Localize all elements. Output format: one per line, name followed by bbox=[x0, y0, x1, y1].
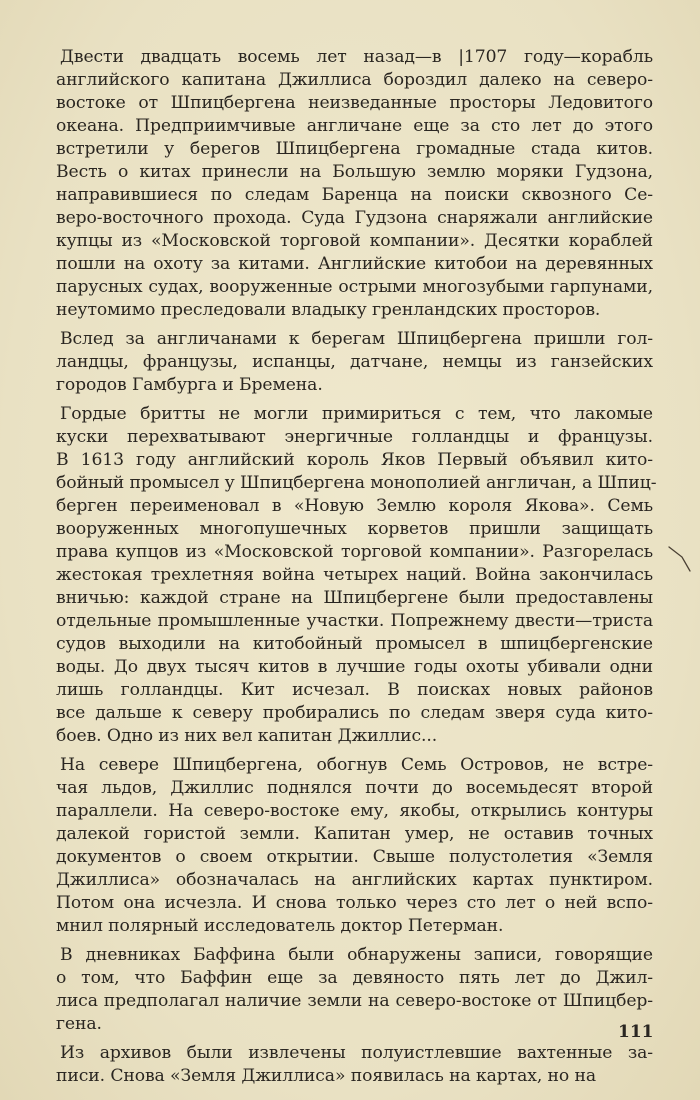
text-line: мнил полярный исследователь доктор Петерман. bbox=[56, 916, 504, 936]
text-line: Джиллиса» обозначалась на английских картах пунктиром. bbox=[56, 870, 653, 890]
text-line: куски перехватывают энергичные голландцы и французы. bbox=[56, 427, 653, 447]
text-line: ландцы, французы, испанцы, датчане, немцы из ганзейских bbox=[56, 352, 653, 372]
text-line: Двести двадцать восемь лет назад—в |1707 году—корабль bbox=[60, 47, 653, 67]
paragraph bbox=[56, 46, 653, 322]
text-line: Из архивов были извлечены полуистлевшие вахтенные за- bbox=[60, 1043, 653, 1063]
text-line: берген переименовал в «Новую Землю короля Якова». Семь bbox=[56, 496, 653, 516]
text-line: воды. До двух тысяч китов в лучшие годы охоты убивали одни bbox=[56, 657, 653, 677]
text-line: пошли на охоту за китами. Английские китобои на деревянных bbox=[56, 254, 653, 274]
text-line: вничью: каждой стране на Шпицбергене были предоставлены bbox=[56, 588, 653, 608]
text-line: писи. Снова «Земля Джиллиса» появилась на картах, но на bbox=[56, 1066, 597, 1086]
text-line: английского капитана Джиллиса бороздил далеко на северо- bbox=[56, 70, 653, 90]
text-line: В 1613 году английский король Яков Первый объявил кито- bbox=[56, 450, 653, 470]
text-line: веро-восточного прохода. Суда Гудзона снаряжали английские bbox=[56, 208, 653, 228]
body-text bbox=[56, 46, 657, 1094]
text-line: чая льдов, Джиллис поднялся почти до восемьдесят второй bbox=[56, 778, 653, 798]
text-line: городов Гамбурга и Бремена. bbox=[56, 375, 323, 395]
text-line: права купцов из «Московской торговой компании». Разгорелась bbox=[56, 542, 653, 562]
text-line: вооруженных многопушечных корветов пришли защищать bbox=[56, 519, 653, 539]
text-line: океана. Предприимчивые англичане еще за сто лет до этого bbox=[56, 116, 653, 136]
text-line: параллели. На северо-востоке ему, якобы, открылись контуры bbox=[56, 801, 653, 821]
paragraph bbox=[56, 754, 653, 938]
paragraph bbox=[56, 403, 657, 748]
text-line: направившиеся по следам Баренца на поиски сквозного Се- bbox=[56, 185, 653, 205]
paragraph bbox=[56, 328, 653, 397]
text-line: жестокая трехлетняя война четырех наций. Война закончилась bbox=[56, 565, 653, 585]
text-line: лиса предполагал наличие земли на северо-востоке от Шпицбер- bbox=[56, 991, 653, 1011]
page-number: 111 bbox=[618, 1022, 654, 1042]
text-line: отдельные промышленные участки. Попрежнему двести—триста bbox=[56, 611, 653, 631]
text-line: далекой гористой земли. Капитан умер, не оставив точных bbox=[56, 824, 653, 844]
text-line: неутомимо преследовали владыку гренландских просторов. bbox=[56, 300, 601, 320]
text-line: Потом она исчезла. И снова только через сто лет о ней вспо- bbox=[56, 893, 653, 913]
text-line: В дневниках Баффина были обнаружены записи, говорящие bbox=[60, 945, 653, 965]
text-line: На севере Шпицбергена, обогнув Семь Островов, не встре- bbox=[60, 755, 653, 775]
text-line: документов о своем открытии. Свыше полустолетия «Земля bbox=[56, 847, 653, 867]
text-line: Весть о китах принесли на Большую землю моряки Гудзона, bbox=[56, 162, 653, 182]
text-line: востоке от Шпицбергена неизведанные просторы Ледовитого bbox=[56, 93, 653, 113]
paragraph bbox=[56, 944, 653, 1036]
text-line: парусных судах, вооруженные острыми многозубыми гарпунами, bbox=[56, 277, 653, 297]
text-line: гена. bbox=[56, 1014, 102, 1034]
text-line: купцы из «Московской торговой компании». Десятки кораблей bbox=[56, 231, 653, 251]
text-line: судов выходили на китобойный промысел в шпицбергенские bbox=[56, 634, 653, 654]
text-line: Вслед за англичанами к берегам Шпицбергена пришли гол- bbox=[60, 329, 653, 349]
margin-pencil-mark bbox=[668, 545, 694, 575]
text-line: боев. Одно из них вел капитан Джиллис... bbox=[56, 726, 438, 746]
text-line: все дальше к северу пробирались по следам зверя суда кито- bbox=[56, 703, 653, 723]
text-line: Гордые бритты не могли примириться с тем, что лакомые bbox=[60, 404, 653, 424]
text-line: о том, что Баффин еще за девяносто пять лет до Джил- bbox=[56, 968, 653, 988]
text-line: встретили у берегов Шпицбергена громадные стада китов. bbox=[56, 139, 653, 159]
text-line: бойный промысел у Шпицбергена монополией англичан, а Шпиц- bbox=[56, 473, 657, 493]
paragraph bbox=[56, 1042, 653, 1088]
text-line: лишь голландцы. Кит исчезал. В поисках новых районов bbox=[56, 680, 653, 700]
